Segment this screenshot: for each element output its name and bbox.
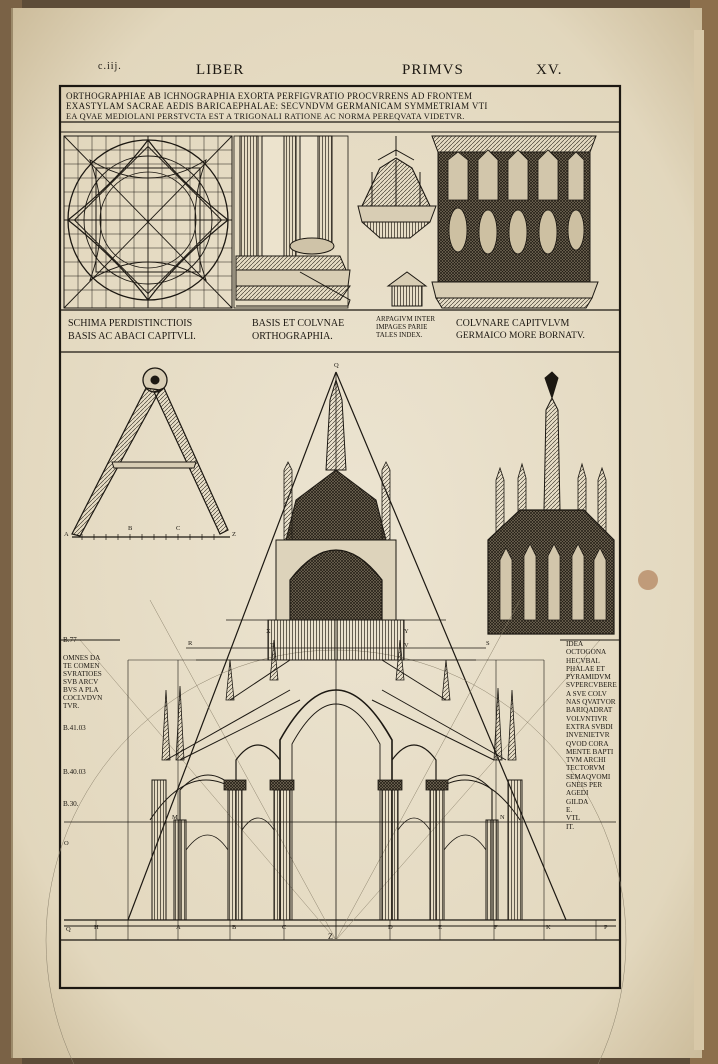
- caption-arpagium-3: TALES INDEX.: [376, 331, 423, 339]
- label-m: M: [172, 814, 178, 821]
- note-omnes-2: TE COMEN: [63, 662, 100, 670]
- label-b-compass: B: [128, 525, 133, 532]
- label-f: F: [494, 924, 498, 931]
- right-note-line: VOLVNTIVR: [566, 714, 608, 723]
- caption-arpagium-1: ARPAGIVM INTER: [376, 315, 436, 323]
- label-o: O: [64, 840, 69, 847]
- title-line-2: EXASTYLAM SACRAE AEDIS BARICAEPHALAE: SECVNDVM GERMANICAM SYMMETRIAM VTI: [66, 101, 488, 111]
- right-note-line: INVENIETVR: [566, 731, 610, 740]
- page-edges: [694, 30, 704, 1050]
- base-column-drawing: [234, 136, 350, 308]
- right-note-line: SVPERCVBERE: [566, 681, 617, 690]
- caption-colvnare-2: GERMAICO MORE BORNATV.: [456, 331, 585, 341]
- label-c: C: [282, 924, 287, 931]
- note-b41: B.41.03: [63, 724, 86, 732]
- right-note-line: NAS QVATVOR: [566, 698, 616, 707]
- label-s: S: [486, 640, 490, 647]
- caption-basis-2: ORTHOGRAPHIA.: [252, 331, 333, 342]
- foxing-stain: [638, 570, 658, 590]
- label-c-compass: C: [176, 525, 181, 532]
- label-a-compass: A: [64, 531, 69, 538]
- label-n: N: [500, 814, 505, 821]
- note-omnes-4: SVB ARCV: [63, 678, 99, 686]
- title-line-1: ORTHOGRAPHIAE AB ICHNOGRAPHIA EXORTA PERFIGVRATIO PROCVRRENS AD FRONTEM: [66, 91, 473, 101]
- right-note: [566, 640, 618, 831]
- right-note-line: A SVE COLV: [566, 689, 607, 698]
- label-e: E: [438, 924, 442, 931]
- label-v: V: [404, 642, 409, 649]
- right-note-line: GILDA: [566, 797, 589, 806]
- running-head-primus: PRIMVS: [402, 62, 464, 78]
- right-note-line: MENTE BAPTI: [566, 747, 614, 756]
- right-note-line: AGEDI: [566, 789, 589, 798]
- right-note-line: IDEA: [566, 640, 584, 648]
- label-a: A: [176, 924, 181, 931]
- ornate-capital-drawing: [432, 136, 598, 308]
- caption-arpagium-2: IMPAGES PARIE: [376, 323, 428, 331]
- folio-number: XV.: [536, 62, 563, 78]
- note-b40: B.40.03: [63, 768, 86, 776]
- label-p: P: [604, 924, 608, 931]
- signature-mark: c.iij.: [98, 61, 122, 72]
- right-note-line: SEMAQVOMI: [566, 772, 611, 781]
- right-note-line: EXTRA SVBDI: [566, 722, 613, 731]
- right-note-line: TVM ARCHI: [566, 756, 606, 765]
- right-note-line: HECVBAL: [566, 656, 600, 665]
- caption-schima-1: SCHIMA PERDISTINCTIOIS: [68, 318, 193, 329]
- caption-basis-1: BASIS ET COLVNAE: [252, 318, 345, 329]
- label-t: T: [270, 642, 274, 649]
- label-k: K: [546, 924, 551, 931]
- note-omnes-6: COCLVDVN: [63, 694, 103, 702]
- title-line-3: EA QVAE MEDIOLANI PERSTVCTA EST A TRIGONALI RATIONE AC NORMA PEREQVATA VIDETVR.: [66, 112, 465, 121]
- right-note-line: E.: [566, 805, 573, 814]
- right-note-line: IT.: [566, 822, 575, 831]
- label-r: R: [188, 640, 193, 647]
- note-b77: B.77: [63, 636, 77, 644]
- right-note-line: VTL: [566, 814, 580, 823]
- caption-schima-2: BASIS AC ABACI CAPITVLI.: [68, 331, 196, 342]
- right-note-line: TECTORVM: [566, 764, 605, 773]
- note-omnes-3: SVRATIOES: [63, 670, 102, 678]
- right-note-line: PHALAE ET: [566, 664, 605, 673]
- right-note-line: OCTOGONA: [566, 648, 607, 657]
- right-note-line: QVOD CORA: [566, 739, 609, 748]
- right-note-line: GNEIS PER: [566, 781, 603, 790]
- label-z-compass: Z: [232, 531, 236, 538]
- running-head-liber: LIBER: [196, 62, 245, 78]
- note-omnes-5: BVS A PLA: [63, 686, 99, 694]
- note-omnes-7: TVR.: [63, 702, 80, 710]
- label-z: Z: [328, 932, 333, 941]
- caption-colvnare-1: COLVNARE CAPITVLVM: [456, 318, 570, 329]
- right-note-line: BARIQADRAT: [566, 706, 613, 715]
- label-h: H: [94, 924, 99, 931]
- note-b30: B.30.: [63, 800, 79, 808]
- label-b: B: [232, 924, 237, 931]
- label-x: X: [266, 628, 271, 635]
- label-q-top: Q: [334, 362, 339, 369]
- note-omnes-1: OMNES DA: [63, 654, 101, 662]
- label-y: Y: [404, 628, 409, 635]
- right-note-line: PYRAMIDVM: [566, 673, 611, 682]
- label-q-bottom: Q: [66, 926, 71, 933]
- label-d: D: [388, 924, 393, 931]
